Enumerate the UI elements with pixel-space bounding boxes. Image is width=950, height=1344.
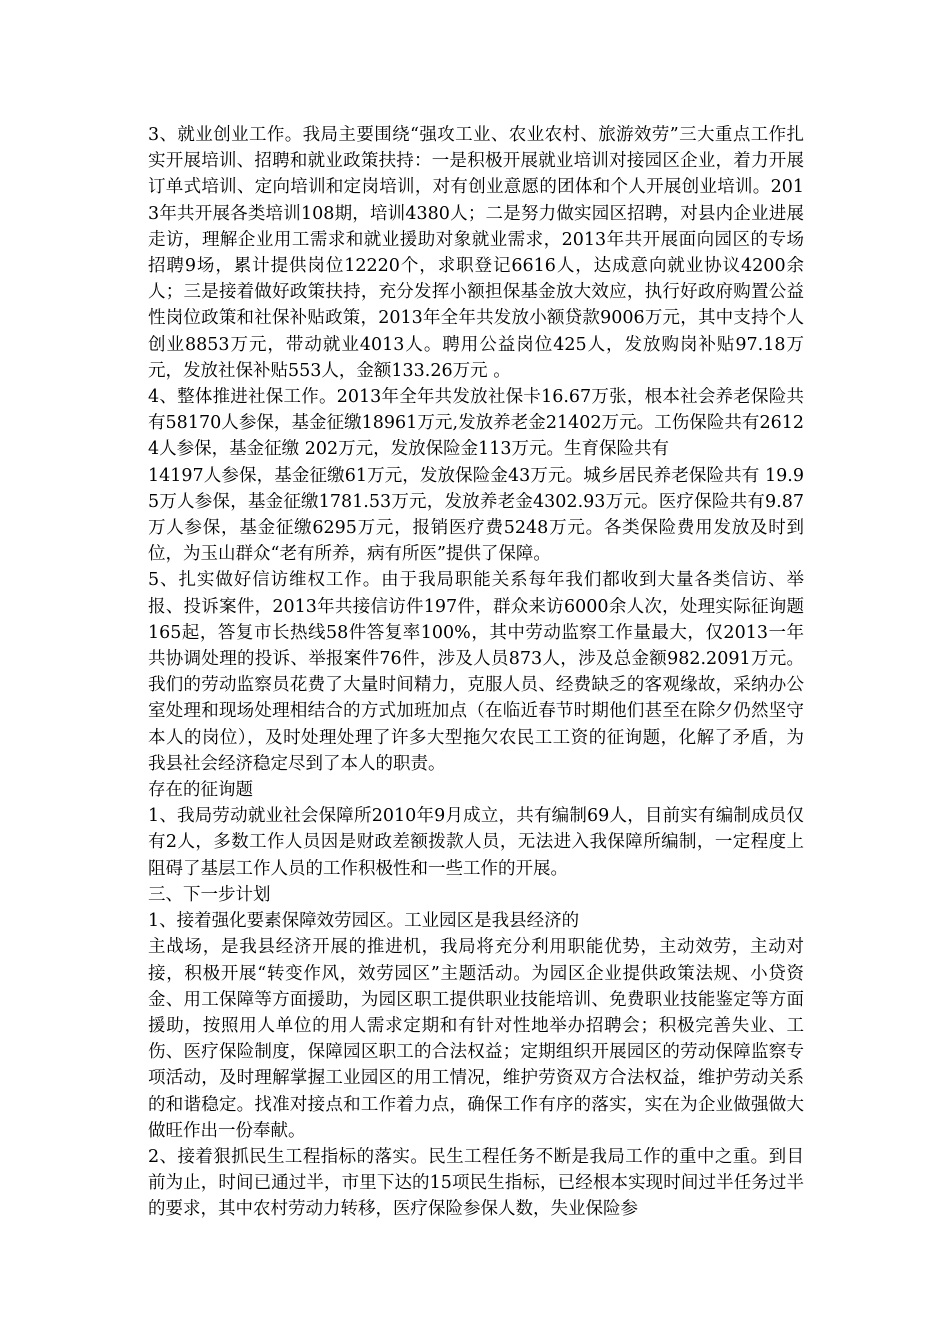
paragraph-plan-1-title: 1、接着强化要素保障效劳园区。工业园区是我县经济的 [148, 911, 580, 932]
section-heading-problems: 存在的征询题 [148, 780, 253, 801]
paragraph-problem-1: 1、我局劳动就业社会保障所2010年9月成立，共有编制69人，目前实有编制成员仅有2人，多数工作人员因是财政差额拨款人员，无法进入我保障所编制，一定程度上阻碍了基层工作人员的工作积极性和一些工作的开展。 [148, 806, 804, 879]
paragraph-employment: 3、就业创业工作。我局主要围绕“强攻工业、农业农村、旅游效劳”三大重点工作扎实开展培训、招聘和就业政策扶持：一是积极开展就业培训对接园区企业，着力开展订单式培训、定向培训和定岗培训，对有创业意愿的团体和个人开展创业培训。2013年共开展各类培训108期，培训4380人；二是努力做实园区招聘，对县内企业进展走访，理解企业用工需求和就业援助对象就业需求，2013年共开展面向园区的专场招聘9场，累计提供岗位12220个，求职登记6616人，达成意向就业协议4200余人；三是接着做好政策扶持，充分发挥小额担保基金放大效应，执行好政府购置公益性岗位政策和社保补贴政策，2013年全年共发放小额贷款9006万元，其中支持个人创业8853万元，带动就业4013人。聘用公益岗位425人，发放购岗补贴97.18万元，发放社保补贴553人，金额133.26万元 。 [148, 125, 804, 381]
paragraph-social-security: 4、整体推进社保工作。2013年全年共发放社保卡16.67万张，根本社会养老保险共有58170人参保，基金征缴18961万元,发放养老金21402万元。工伤保险共有26124人参保，基金征缴 202万元，发放保险金113万元。生育保险共有 [148, 387, 804, 460]
paragraph-plan-1-body: 主战场，是我县经济开展的推进机，我局将充分利用职能优势，主动效劳，主动对接，积极开展“转变作风，效劳园区”主题活动。为园区企业提供政策法规、小贷资金、用工保障等方面援助，为园区职工提供职业技能培训、免费职业技能鉴定等方面援助，按照用人单位的用人需求定期和有针对性地举办招聘会；积极完善失业、工伤、医疗保险制度，保障园区职工的合法权益；定期组织开展园区的劳动保障监察专项活动，及时理解掌握工业园区的用工情况，维护劳资双方合法权益，维护劳动关系的和谐稳定。找准对接点和工作着力点，确保工作有序的落实，实在为企业做强做大做旺作出一份奉献。 [148, 937, 804, 1141]
paragraph-plan-2: 2、接着狠抓民生工程指标的落实。民生工程任务不断是我局工作的重中之重。到目前为止，时间已通过半，市里下达的15项民生指标，已经根本实现时间过半任务过半的要求，其中农村劳动力转移，医疗保险参保人数，失业保险参 [148, 1146, 804, 1220]
section-heading-next-plan: 三、下一步计划 [148, 884, 271, 905]
document-body [148, 122, 804, 1223]
paragraph-petition: 5、扎实做好信访维权工作。由于我局职能关系每年我们都收到大量各类信访、举报、投诉案件，2013年共接信访件197件，群众来访6000余人次，处理实际征询题165起，答复市长热线58件答复率100%，其中劳动监察工作量最大，仅2013一年共协调处理的投诉、举报案件76件，涉及人员873人，涉及总金额982.2091万元。我们的劳动监察员花费了大量时间精力，克服人员、经费缺乏的客观缘故，采纳办公室处理和现场处理相结合的方式加班加点（在临近春节时期他们甚至在除夕仍然坚守本人的岗位），及时处理处理了许多大型拖欠农民工工资的征询题，化解了矛盾，为我县社会经济稳定尽到了本人的职责。 [148, 570, 804, 774]
paragraph-social-security-cont: 14197人参保，基金征缴61万元，发放保险金43万元。城乡居民养老保险共有 19.95万人参保，基金征缴1781.53万元，发放养老金4302.93万元。医疗保险共有9.87万人参保，基金征缴6295万元，报销医疗费5248万元。各类保险费用发放及时到位，为玉山群众“老有所养，病有所医”提供了保障。 [148, 465, 804, 565]
